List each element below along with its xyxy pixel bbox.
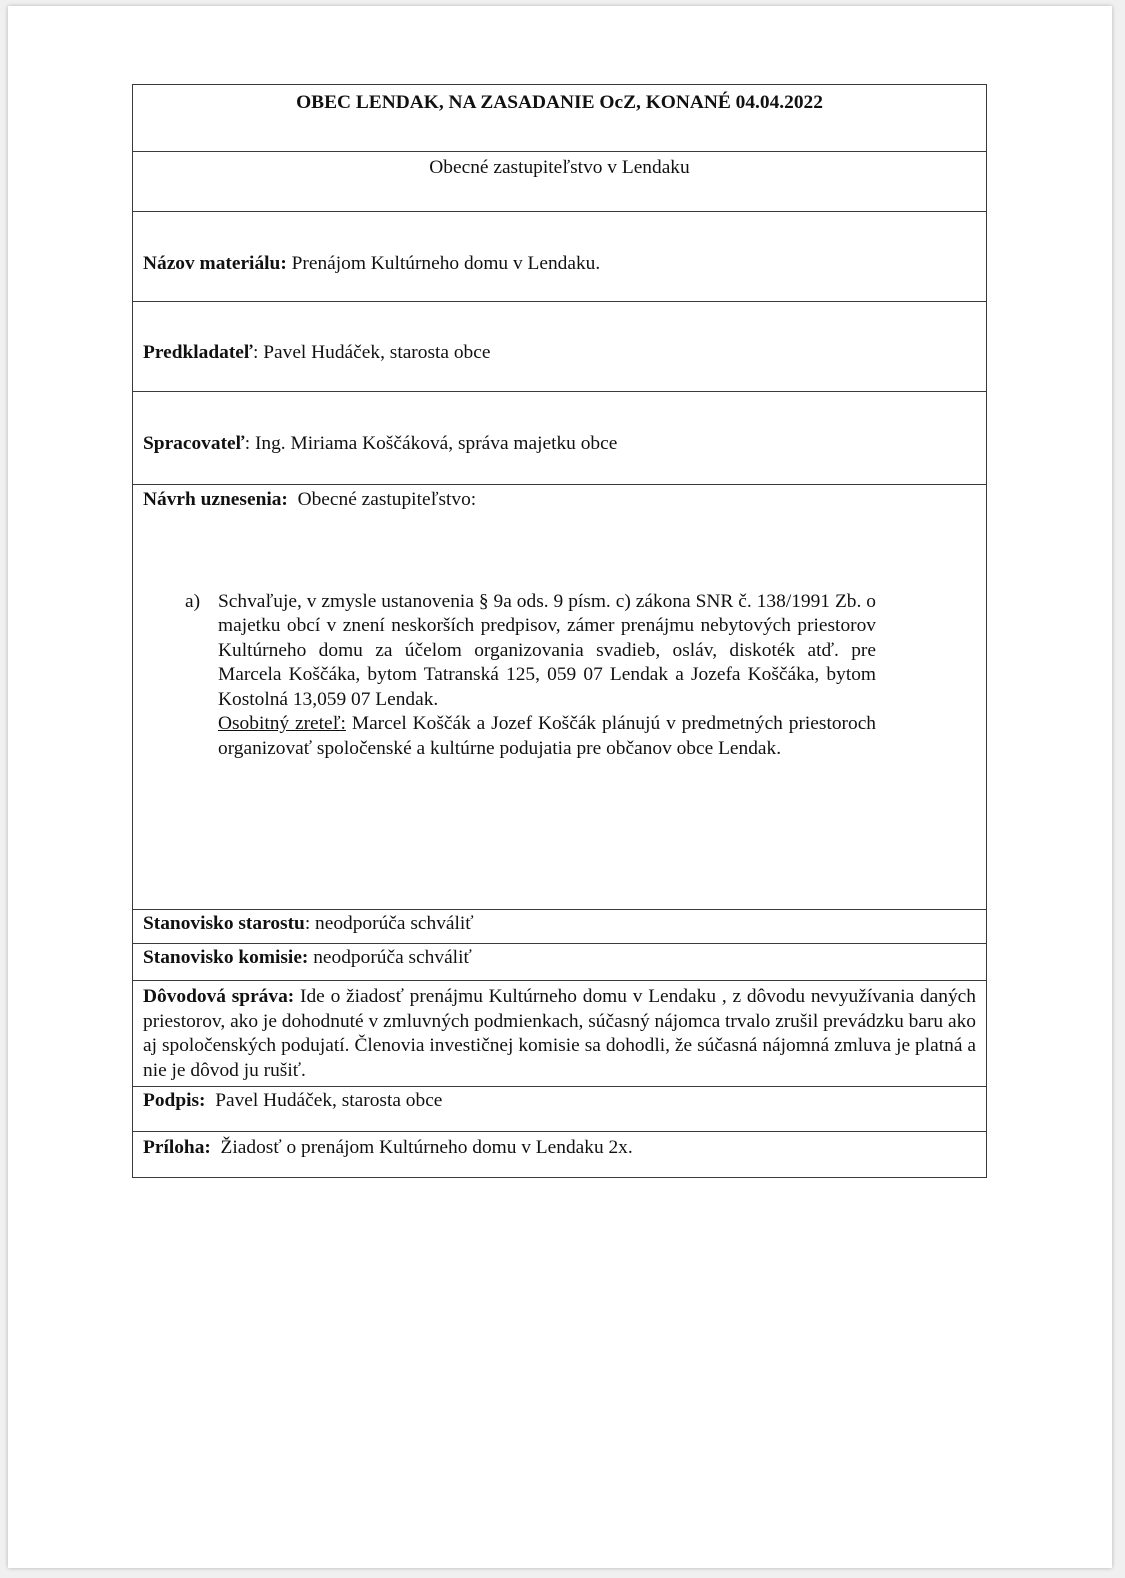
justification-row	[133, 981, 987, 1087]
commission-opinion-value: neodporúča schváliť	[308, 947, 472, 968]
document-title: OBEC LENDAK, NA ZASADANIE OcZ, KONANÉ 04.04.2022	[133, 85, 987, 152]
document-subtitle: Obecné zastupiteľstvo v Lendaku	[133, 152, 987, 212]
mayor-opinion-row	[133, 910, 987, 944]
material-name-label: Názov materiálu:	[143, 253, 287, 274]
resolution-proposal-intro: Obecné zastupiteľstvo:	[287, 489, 477, 510]
mayor-opinion-label: Stanovisko starostu	[143, 913, 305, 934]
resolution-proposal-label: Návrh uznesenia:	[143, 489, 288, 510]
submitter-label: Predkladateľ	[143, 342, 253, 363]
title-row	[133, 85, 987, 152]
attachment-value: Žiadosť o prenájom Kultúrneho domu v Lendaku 2x.	[210, 1137, 633, 1158]
subtitle-row	[133, 152, 987, 212]
special-reason-label: Osobitný zreteľ:	[218, 713, 346, 734]
resolution-item	[143, 590, 976, 762]
processor-label: Spracovateľ	[143, 433, 245, 454]
signature-label: Podpis:	[143, 1090, 206, 1111]
material-name-value: Prenájom Kultúrneho domu v Lendaku.	[286, 253, 601, 274]
document-page	[8, 6, 1112, 1568]
signature-row	[133, 1087, 987, 1132]
commission-opinion-row	[133, 944, 987, 981]
commission-opinion-label: Stanovisko komisie:	[143, 947, 309, 968]
attachment-row	[133, 1132, 987, 1178]
resolution-item-marker: a)	[185, 590, 201, 612]
submitter-row	[133, 302, 987, 392]
special-reason-text: Marcel Koščák a Jozef Koščák plánujú v predmetných priestoroch organizovať spoločenské a kultúrne podujatia pre občanov obce Lendak.	[218, 713, 877, 759]
justification-text: Ide o žiadosť prenájmu Kultúrneho domu v Lendaku , z dôvodu nevyužívania daných priestorov, ako je dohodnuté v zmluvných podmienkach, súčasný nájomca trvalo zrušil prevádzku baru ako aj spoločenských podujatí. Členovia investičnej komisie sa dohodli, že súčasná nájomná zmluva je platná a nie je dôvod ju rušiť.	[143, 986, 976, 1081]
mayor-opinion-value: : neodporúča schváliť	[304, 913, 474, 934]
material-name-row	[133, 212, 987, 302]
justification-label: Dôvodová správa:	[143, 986, 295, 1007]
resolution-proposal-row	[133, 485, 987, 910]
resolution-item-text: Schvaľuje, v zmysle ustanovenia § 9a ods. 9 písm. c) zákona SNR č. 138/1991 Zb. o majetku obcí v znení neskorších predpisov, zámer prenájmu nebytových priestorov Kultúrneho domu za účelom organizovania svadieb, osláv, diskoték atď. pre Marcela Koščáka, bytom Tatranská 125, 059 07 Lendak a Jozefa Koščáka, bytom Kostolná 13,059 07 Lendak.	[218, 590, 876, 710]
signature-value: Pavel Hudáček, starosta obce	[205, 1090, 443, 1111]
attachment-label: Príloha:	[143, 1137, 211, 1158]
submitter-value: : Pavel Hudáček, starosta obce	[253, 342, 491, 363]
resolution-form-table	[132, 84, 987, 1178]
processor-value: : Ing. Miriama Koščáková, správa majetku obce	[244, 433, 618, 454]
processor-row	[133, 392, 987, 485]
